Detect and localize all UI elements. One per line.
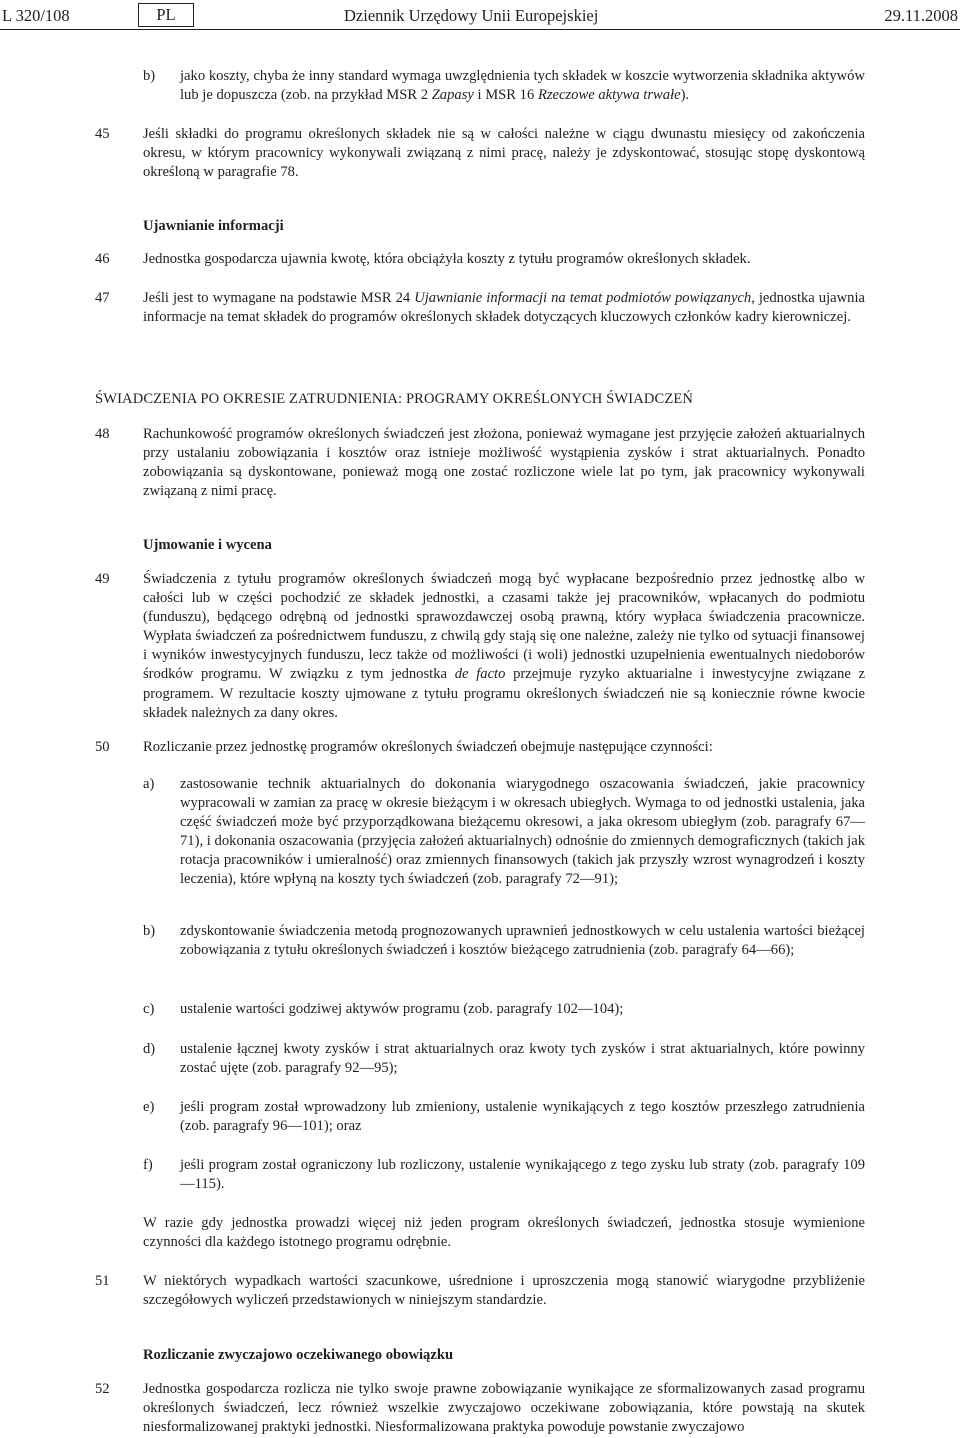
- item-e-label: e): [143, 1099, 155, 1115]
- paragraph-number-52: 52: [95, 1381, 110, 1397]
- paragraph-46: Jednostka gospodarcza ujawnia kwotę, która obciążyła koszty z tytułu programów określonych składek.: [143, 251, 751, 267]
- item-b-text: zdyskontowanie świadczenia metodą prognozowanych uprawnień jednostkowych w celu ustalenia wartości bieżącej zobowiązania z tytułu określonych świadczeń i kosztów bieżącego zatrudnienia (zob. paragrafy 64—66);: [180, 923, 865, 959]
- paragraph-number-46: 46: [95, 251, 110, 267]
- item-b-top-label: b): [143, 68, 156, 84]
- item-c-text: ustalenie wartości godziwej aktywów programu (zob. paragrafy 102—104);: [180, 1001, 624, 1017]
- journal-title: Dziennik Urzędowy Unii Europejskiej: [344, 6, 599, 25]
- paragraph-number-49: 49: [95, 571, 110, 587]
- item-f-text: jeśli program został ograniczony lub rozliczony, ustalenie wynikającego z tego zysku lub straty (zob. paragrafy 109—115).: [180, 1157, 865, 1193]
- item-d-label: d): [143, 1041, 156, 1057]
- publication-date: 29.11.2008: [884, 6, 958, 25]
- paragraph-number-51: 51: [95, 1273, 110, 1289]
- paragraph-number-47: 47: [95, 290, 110, 306]
- item-b-label: b): [143, 923, 156, 939]
- item-a-text: zastosowanie technik aktuarialnych do dokonania wiarygodnego oszacowania świadczeń, jakie pracownicy wypracowali w zamian za pracę w okresie bieżącym i w okresach ubiegłych. Wymaga to od jednostki ustalenia, jaka część świadczeń może być przyporządkowana bieżącemu okresowi, a jaka okresom ubiegłym (zob. paragrafy 67—71), i dokonania oszacowania (przyjęcia założeń aktuarialnych) odnośnie do zmiennych demograficznych (takich jak rotacja pracowników i umieralność) oraz zmiennych finansowych (takich jak przyszły wzrost wynagrodzeń i koszty leczenia), które wpłyną na koszty tych świadczeń (zob. paragrafy 72—91);: [180, 776, 865, 888]
- item-e-text: jeśli program został wprowadzony lub zmieniony, ustalenie wynikających z tego kosztów przeszłego zatrudnienia (zob. paragrafy 96—101); oraz: [180, 1099, 865, 1135]
- paragraph-50-intro: Rozliczanie przez jednostkę programów określonych świadczeń obejmuje następujące czynności:: [143, 739, 713, 755]
- page-reference: L 320/108: [2, 6, 70, 25]
- item-c-label: c): [143, 1001, 155, 1017]
- paragraph-49: Świadczenia z tytułu programów określonych świadczeń mogą być wypłacane bezpośrednio przez jednostkę albo w całości lub w części pochodzić ze składek jednostki, a czasami także jej pracowników, wpłacanych do podmiotu (funduszu), będącego odrębną od jednostki sprawozdawczej osobą prawną, który wypłaca świadczenia pracownicze. Wypłata świadczeń za pośrednictwem funduszu, z chwilą gdy stają się one należne, zależy nie tylko od sytuacji finansowej i wyników inwestycyjnych funduszu, lecz także od możliwości (i woli) jednostki uzupełnienia ewentualnych niedoborów środków programu. W związku z tym jednostka de facto przejmuje ryzyko aktuarialne i inwestycyjne związane z programem. W rezultacie koszty ujmowane z tytułu programu określonych świadczeń nie są koniecznie równe kwocie składek należnych za dany okres.: [143, 571, 865, 721]
- header-rule: [0, 29, 960, 30]
- heading-disclosure: Ujawnianie informacji: [143, 218, 284, 234]
- section-title: ŚWIADCZENIA PO OKRESIE ZATRUDNIENIA: PROGRAMY OKREŚLONYCH ŚWIADCZEŃ: [95, 391, 694, 407]
- heading-constructive-obligation: Rozliczanie zwyczajowo oczekiwanego obowiązku: [143, 1347, 454, 1363]
- heading-recognition: Ujmowanie i wycena: [143, 537, 272, 553]
- paragraph-52: Jednostka gospodarcza rozlicza nie tylko swoje prawne zobowiązanie wynikające ze sformalizowanych zasad programu określonych świadczeń, lecz również wszelkie zwyczajowo oczekiwane zobowiązania, które powstają na skutek niesformalizowanej praktyki jednostki. Niesformalizowana praktyka powoduje powstanie zwyczajowo: [143, 1381, 865, 1436]
- item-f-label: f): [143, 1157, 153, 1173]
- item-b-top-text: jako koszty, chyba że inny standard wymaga uwzględnienia tych składek w koszcie wytworzenia składnika aktywów lub je dopuszcza (zob. na przykład MSR 2 Zapasy i MSR 16 Rzeczowe aktywa trwałe).: [180, 68, 865, 104]
- paragraph-47: Jeśli jest to wymagane na podstawie MSR 24 Ujawnianie informacji na temat podmiotów powiązanych, jednostka ujawnia informacje na temat składek do programów określonych składek dotyczących kluczowych członków kadry kierowniczej.: [143, 290, 865, 326]
- language-badge: PL: [138, 3, 194, 27]
- item-a-label: a): [143, 776, 155, 792]
- paragraph-50-closing: W razie gdy jednostka prowadzi więcej niż jeden program określonych świadczeń, jednostka stosuje wymienione czynności dla każdego istotnego programu odrębnie.: [143, 1215, 865, 1251]
- paragraph-number-48: 48: [95, 426, 110, 442]
- paragraph-51: W niektórych wypadkach wartości szacunkowe, uśrednione i uproszczenia mogą stanowić wiarygodne przybliżenie szczegółowych wyliczeń przedstawionych w niniejszym standardzie.: [143, 1273, 865, 1309]
- item-d-text: ustalenie łącznej kwoty zysków i strat aktuarialnych oraz kwoty tych zysków i strat aktuarialnych, które powinny zostać ujęte (zob. paragrafy 92—95);: [180, 1041, 865, 1077]
- paragraph-45: Jeśli składki do programu określonych składek nie są w całości należne w ciągu dwunastu miesięcy od zakończenia okresu, w którym pracownicy wykonywali związaną z nimi pracę, należy je zdyskontować, stosując stopę dyskontową określoną w paragrafie 78.: [143, 126, 865, 181]
- paragraph-number-45: 45: [95, 126, 110, 142]
- paragraph-number-50: 50: [95, 739, 110, 755]
- page-header: [0, 0, 960, 30]
- paragraph-48: Rachunkowość programów określonych świadczeń jest złożona, ponieważ wymagane jest przyjęcie założeń aktuarialnych przy ustalaniu zobowiązania i kosztów oraz istnieje możliwość wystąpienia zysków i strat aktuarialnych. Ponadto zobowiązania są dyskontowane, ponieważ mogą one zostać rozliczone wiele lat po tym, jak pracownicy wykonywali związaną z nimi pracę.: [143, 426, 865, 500]
